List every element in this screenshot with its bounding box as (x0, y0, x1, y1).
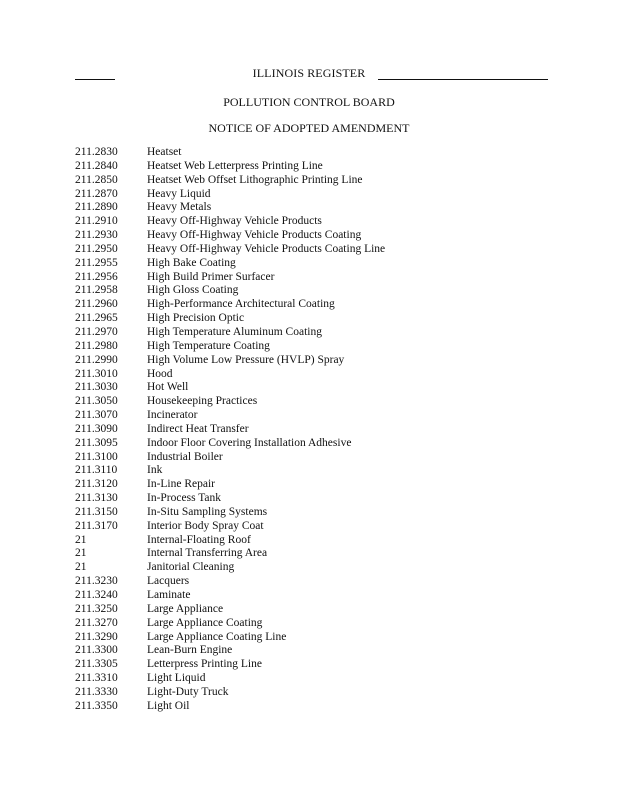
defined-term: Heatset Web Letterpress Printing Line (147, 159, 323, 172)
definition-row (75, 160, 385, 174)
section-number: 211.2830 (75, 146, 118, 158)
defined-term: High-Performance Architectural Coating (147, 298, 335, 311)
definition-row (75, 188, 385, 202)
section-number: 211.3100 (75, 450, 118, 463)
section-number: 211.3170 (75, 519, 118, 532)
definition-row (75, 686, 385, 700)
defined-term: Industrial Boiler (147, 450, 223, 463)
defined-term: High Build Primer Surfacer (147, 270, 275, 283)
definition-row (75, 395, 385, 409)
section-number: 211.3070 (75, 409, 118, 422)
section-number: 211.3310 (75, 672, 118, 685)
defined-term: Large Appliance Coating Line (147, 630, 287, 643)
defined-term: Ink (147, 464, 163, 477)
defined-term: High Precision Optic (147, 312, 245, 325)
definition-row (75, 381, 385, 395)
section-number: 211.3095 (75, 436, 118, 449)
definition-row (75, 215, 385, 229)
defined-term: Internal Transferring Area (147, 547, 268, 560)
definition-row (75, 451, 385, 465)
definition-row (75, 700, 385, 714)
defined-term: Interior Body Spray Coat (147, 519, 264, 532)
section-number: 211.3130 (75, 492, 118, 505)
section-number: 211.3240 (75, 589, 118, 601)
section-number: 211.2890 (75, 201, 118, 214)
defined-term: Heavy Metals (147, 201, 212, 214)
defined-term: Indirect Heat Transfer (147, 422, 249, 435)
definitions-list (75, 146, 385, 714)
defined-term: Hood (147, 367, 173, 380)
section-number: 211.3350 (75, 699, 118, 712)
defined-term: Housekeeping Practices (147, 395, 258, 408)
definition-row (75, 478, 385, 492)
defined-term: Janitorial Cleaning (147, 561, 235, 574)
defined-term: High Volume Low Pressure (HVLP) Spray (147, 353, 345, 366)
defined-term: Letterpress Printing Line (147, 658, 262, 671)
defined-term: In-Line Repair (147, 478, 216, 491)
defined-term: Incinerator (147, 409, 198, 422)
definition-row (75, 174, 385, 188)
agency-name: POLLUTION CONTROL BOARD (223, 95, 395, 109)
definition-row (75, 354, 385, 368)
defined-term: In-Situ Sampling Systems (147, 505, 268, 518)
section-number: 21 (75, 561, 87, 574)
defined-term: Heavy Off-Highway Vehicle Products Coating (147, 229, 362, 242)
definition-row (75, 617, 385, 631)
definition-row (75, 561, 385, 575)
definition-row (75, 547, 385, 561)
definition-row (75, 437, 385, 451)
definition-row (75, 326, 385, 340)
section-number: 211.2870 (75, 187, 118, 200)
section-number: 211.2970 (75, 325, 118, 338)
section-number: 211.2990 (75, 353, 118, 366)
defined-term: Indoor Floor Covering Installation Adhesive (147, 436, 352, 449)
section-number: 211.2965 (75, 312, 118, 325)
notice-title: NOTICE OF ADOPTED AMENDMENT (208, 121, 410, 135)
defined-term: Heatset Web Offset Lithographic Printing Line (147, 173, 363, 186)
section-number: 211.3270 (75, 616, 118, 629)
section-number: 211.3290 (75, 630, 118, 643)
section-number: 211.2980 (75, 339, 118, 352)
section-number: 211.3330 (75, 685, 118, 698)
header-title: ILLINOIS REGISTER (252, 66, 366, 80)
section-number: 211.3150 (75, 505, 118, 518)
defined-term: High Temperature Aluminum Coating (147, 325, 322, 338)
definition-row (75, 201, 385, 215)
definition-row (75, 368, 385, 382)
definition-row (75, 464, 385, 478)
section-number: 21 (75, 547, 87, 560)
definition-row (75, 271, 385, 285)
section-number: 211.2950 (75, 242, 118, 255)
defined-term: Heavy Off-Highway Vehicle Products (147, 215, 322, 228)
section-number: 211.2960 (75, 298, 118, 311)
defined-term: Large Appliance Coating (147, 616, 263, 629)
definition-row (75, 658, 385, 672)
defined-term: Light-Duty Truck (147, 685, 229, 698)
definition-row (75, 284, 385, 298)
defined-term: Hot Well (147, 381, 189, 394)
section-number: 211.3305 (75, 658, 118, 671)
definition-row (75, 257, 385, 271)
header-rule-right (378, 79, 548, 80)
defined-term: Heavy Off-Highway Vehicle Products Coating Line (147, 242, 386, 255)
section-number: 211.2930 (75, 229, 118, 242)
defined-term: Lacquers (147, 575, 190, 588)
section-number: 211.2956 (75, 270, 118, 283)
defined-term: High Gloss Coating (147, 284, 239, 297)
defined-term: Internal-Floating Roof (147, 533, 251, 546)
definition-row (75, 589, 385, 603)
defined-term: Light Oil (147, 699, 190, 712)
defined-term: Laminate (147, 589, 191, 601)
definition-row (75, 340, 385, 354)
definition-row (75, 631, 385, 645)
definition-row (75, 312, 385, 326)
section-number: 21 (75, 533, 87, 546)
definition-row (75, 644, 385, 658)
section-number: 211.2958 (75, 284, 118, 297)
defined-term: Lean-Burn Engine (147, 644, 233, 657)
definition-row (75, 575, 385, 589)
definition-row (75, 520, 385, 534)
definition-row (75, 243, 385, 257)
section-number: 211.3010 (75, 367, 118, 380)
definition-row (75, 672, 385, 686)
defined-term: Heatset (147, 146, 182, 158)
definition-row (75, 229, 385, 243)
section-number: 211.2955 (75, 256, 118, 269)
section-number: 211.3030 (75, 381, 118, 394)
section-number: 211.3250 (75, 602, 118, 615)
definition-row (75, 492, 385, 506)
definition-row (75, 146, 385, 160)
section-number: 211.2840 (75, 159, 118, 172)
section-number: 211.3050 (75, 395, 118, 408)
definition-row (75, 409, 385, 423)
defined-term: Light Liquid (147, 672, 206, 685)
defined-term: Heavy Liquid (147, 187, 211, 200)
defined-term: Large Appliance (147, 602, 224, 615)
definition-row (75, 298, 385, 312)
section-number: 211.2910 (75, 215, 118, 228)
definition-row (75, 423, 385, 437)
section-number: 211.2850 (75, 173, 118, 186)
defined-term: In-Process Tank (147, 492, 222, 505)
section-number: 211.3090 (75, 422, 118, 435)
definition-row (75, 506, 385, 520)
defined-term: High Temperature Coating (147, 339, 270, 352)
section-number: 211.3300 (75, 644, 118, 657)
section-number: 211.3110 (75, 464, 118, 477)
section-number: 211.3230 (75, 575, 118, 588)
section-number: 211.3120 (75, 478, 118, 491)
definition-row (75, 534, 385, 548)
definition-row (75, 603, 385, 617)
defined-term: High Bake Coating (147, 256, 236, 269)
